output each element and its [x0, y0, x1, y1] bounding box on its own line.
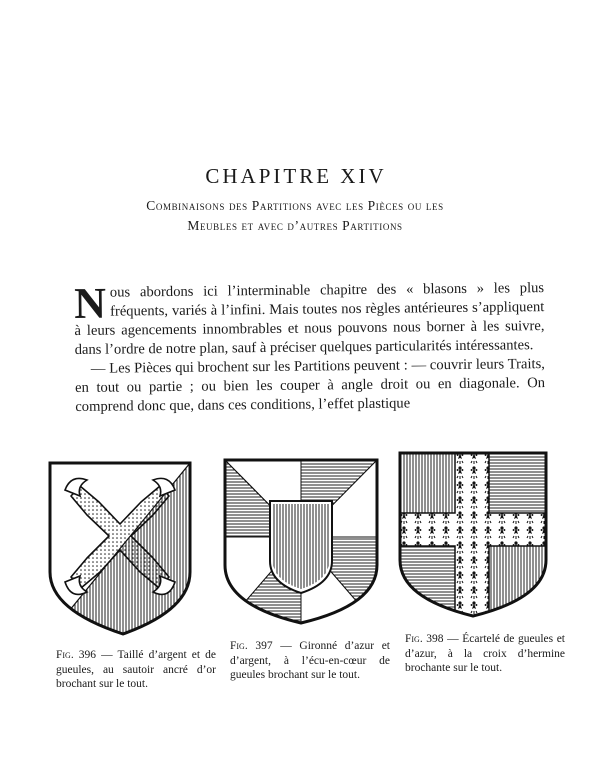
chapter-subtitle-line-2: Meubles et avec d’autres Partitions: [187, 218, 403, 233]
chapter-subtitle-line-1: Combinaisons des Partitions avec les Pièces ou les: [146, 198, 444, 213]
figure-caption-396: [56, 648, 216, 692]
paragraph-1-text: ous abordons ici l’interminable chapitre des « blasons » les plus fréquents, variés à l’infini. Mais toutes nos règles antérieures s’appliquent à leurs agencements innombrables et nous pouvons nous borner à les suivre, dans l’ordre de notre plan, sauf à préciser quelques particularités intéressantes.: [74, 280, 545, 358]
figure-caption-text: — Taillé d’argent et de gueules, au sautoir ancré d’or brochant sur le tout.: [56, 649, 216, 690]
figure-caption-text: — Gironné d’azur et d’argent, à l’écu-en-cœur de gueules brochant sur le tout.: [230, 640, 391, 681]
figure-label: Fig. 397: [230, 640, 273, 652]
shield-quarterly-cross-ermine-icon: [397, 450, 549, 618]
paragraph-1: [74, 279, 545, 360]
shield-gyronny-inescutcheon-icon: [222, 457, 380, 625]
body-text: [74, 279, 545, 417]
shield-saltire-anchored-icon: [47, 460, 193, 638]
drop-cap: N: [73, 278, 107, 328]
figure-label: Fig. 396: [56, 649, 97, 661]
chapter-subtitle: [60, 196, 530, 236]
figure-label: Fig. 398: [405, 633, 444, 645]
figure-caption-text: — Écartelé de gueules et d’azur, à la croix d’hermine brochante sur le tout.: [405, 633, 566, 674]
figure-caption-398: [405, 632, 565, 676]
paragraph-2: — Les Pièces qui brochent sur les Partitions peuvent : — couvrir leurs Traits, en tout ou partie ; ou bien les couper à angle droit ou en diagonale. On comprend donc que, dans ces conditions, l’effet plastique: [75, 356, 546, 415]
figure-caption-397: [230, 639, 390, 683]
chapter-title: CHAPITRE XIV: [205, 164, 387, 188]
